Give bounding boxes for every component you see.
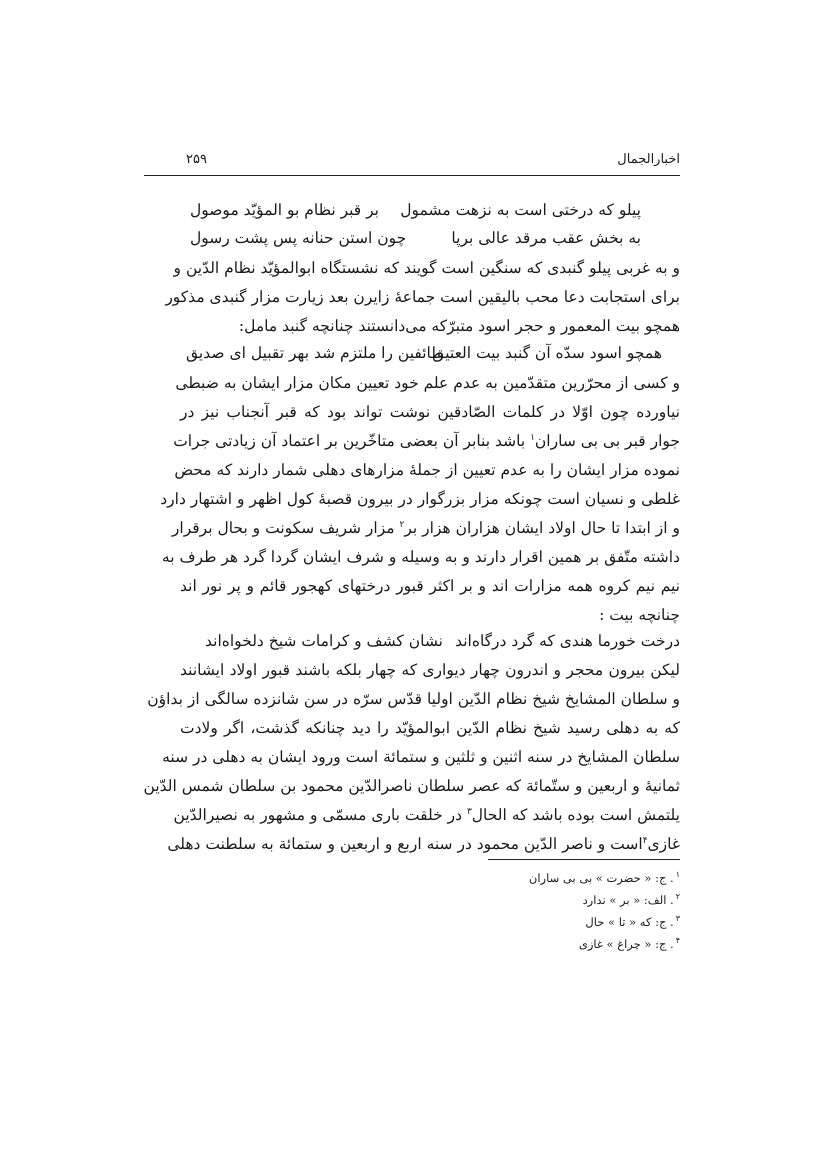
text-line: برای استجابت دعا محب بالیقین است جماعهٔ زایرن بعد زیارت مزار گنبدی مذکور <box>165 288 680 306</box>
footnote: $^۴$. ج: « چراغ » غازی <box>578 936 680 951</box>
text-line: لیکن بیرون محجر و اندرون چهار دیواری که چهار بلکه باشند قبور اولاد ایشانند <box>180 661 680 679</box>
text-line: و کسی از محرّرین متقدّمین به عدم علم خود تعیین مکان مزار ایشان به ضبطی <box>175 374 680 392</box>
text-line: همچو بیت المعمور و حجر اسود متبرّکه می‌دانستند چنانچه گنبد مامل: <box>238 317 680 335</box>
text-line: جوار قبر بی بی ساران$^۱$ باشد بنابر آن بعضی متاخّرین بر اعتماد آن زیادتی جرات <box>173 432 680 450</box>
text-line: نیاورده چون اوّلا در کلمات الصّادقین نوشت تواند بود که قبر آنجناب نیز در <box>180 403 680 421</box>
text-line: داشته متّفق بر همین اقرار دارند و به وسیله و شرف ایشان گردا گرد هر طرف به <box>161 548 680 566</box>
text-line: سلطان المشایخ در سنه اثنین و ثلثین و ستمائة است ورود ایشان به دهلی در سنه <box>162 748 680 766</box>
running-title: اخبارالجمال <box>617 152 680 167</box>
hemistich-first: به بخش عقب مرقد عالی برپا <box>451 229 641 247</box>
hemistich-second: طائفین را ملتزم شد بهر تقبیل ای صدیق <box>186 344 444 362</box>
verse-line <box>190 224 641 252</box>
text-line: که به دهلی رسید شیخ نظام الدّین ابوالمؤیّد را دید چنانکه گذشت، اگر ولادت <box>180 719 680 737</box>
hemistich-second: چون استن حنانه پس پشت رسول <box>190 229 407 247</box>
footnote-number: ۴ <box>675 936 680 946</box>
text-line: یلتمش است بوده باشد که الحال$^۳$ در خلقت باری مسمّی و مشهور به نصیرالدّین <box>173 806 680 824</box>
hemistich-first: همچو اسود سدّه آن گنبد بیت العتیق <box>432 344 662 362</box>
page-number: ۲۵۹ <box>186 152 207 167</box>
footnote-number: ۲ <box>675 892 680 902</box>
footnote-marker: ۱ <box>530 432 535 443</box>
text-line: نموده مزار ایشان را به عدم تعیین از جملهٔ مزارهای دهلی شمار دارند که محض <box>174 461 680 479</box>
hemistich-second: نشان کشف و کرامات شیخ دلخواه‌اند <box>205 632 443 650</box>
text-line: و به غربی پیلو گنبدی که سنگین است گویند که نشستگاه ابوالمؤیّد نظام الدّین و <box>173 259 680 277</box>
verse-line <box>205 627 680 655</box>
footnote: $^۳$. ج: که « تا » حال <box>585 914 680 929</box>
hemistich-second: بر قبر نظام بو المؤیّد موصول <box>190 201 379 219</box>
footnote-number: ۱ <box>675 870 680 880</box>
hemistich-first: درخت خورما هندی که گرد درگاه‌اند <box>455 632 680 650</box>
footnote-rule <box>488 859 680 860</box>
text-line: غلطی و نسیان است چونکه مزار بزرگوار در بیرون قصبهٔ کول اظهر و اشتهار دارد <box>160 490 680 508</box>
text-line: و از ابتدا تا حال اولاد ایشان هزاران هزار بر$^۲$ مزار شریف سکونت و بحال برقرار <box>171 519 680 537</box>
footnote-marker: ۲ <box>399 519 405 530</box>
verse-line <box>190 196 641 224</box>
hemistich-first: پیلو که درختی است به نزهت مشمول <box>400 201 641 219</box>
footnote-marker: ۳ <box>466 806 472 817</box>
footnote: $^۱$. ج: « حضرت » بی بی ساران <box>528 870 680 885</box>
footnote: $^۲$. الف: « بر » ندارد <box>582 892 680 907</box>
verse-line <box>186 339 662 367</box>
text-line: نیم نیم کروه همه مزارات اند و بر اکثر قبور درختهای کهجور قائم و پر نور اند <box>180 577 680 595</box>
text-line: غازی$^۴$است و ناصر الدّین محمود در سنه اربع و اربعین و ستمائة به سلطنت دهلی <box>167 835 680 853</box>
footnote-marker: ۴ <box>642 835 648 846</box>
header-rule <box>144 175 680 176</box>
text-line: و سلطان المشایخ شیخ نظام الدّین اولیا قدّس سرّه در سن شانزده سالگی از بداؤن <box>147 690 680 708</box>
text-line: ثمانیهٔ و اربعین و ستّمائة که عصر سلطان ناصرالدّین محمود بن سلطان شمس الدّین <box>143 777 680 795</box>
footnote-number: ۳ <box>675 914 680 924</box>
running-head <box>144 150 680 172</box>
text-line: چنانچه بیت : <box>599 606 680 624</box>
